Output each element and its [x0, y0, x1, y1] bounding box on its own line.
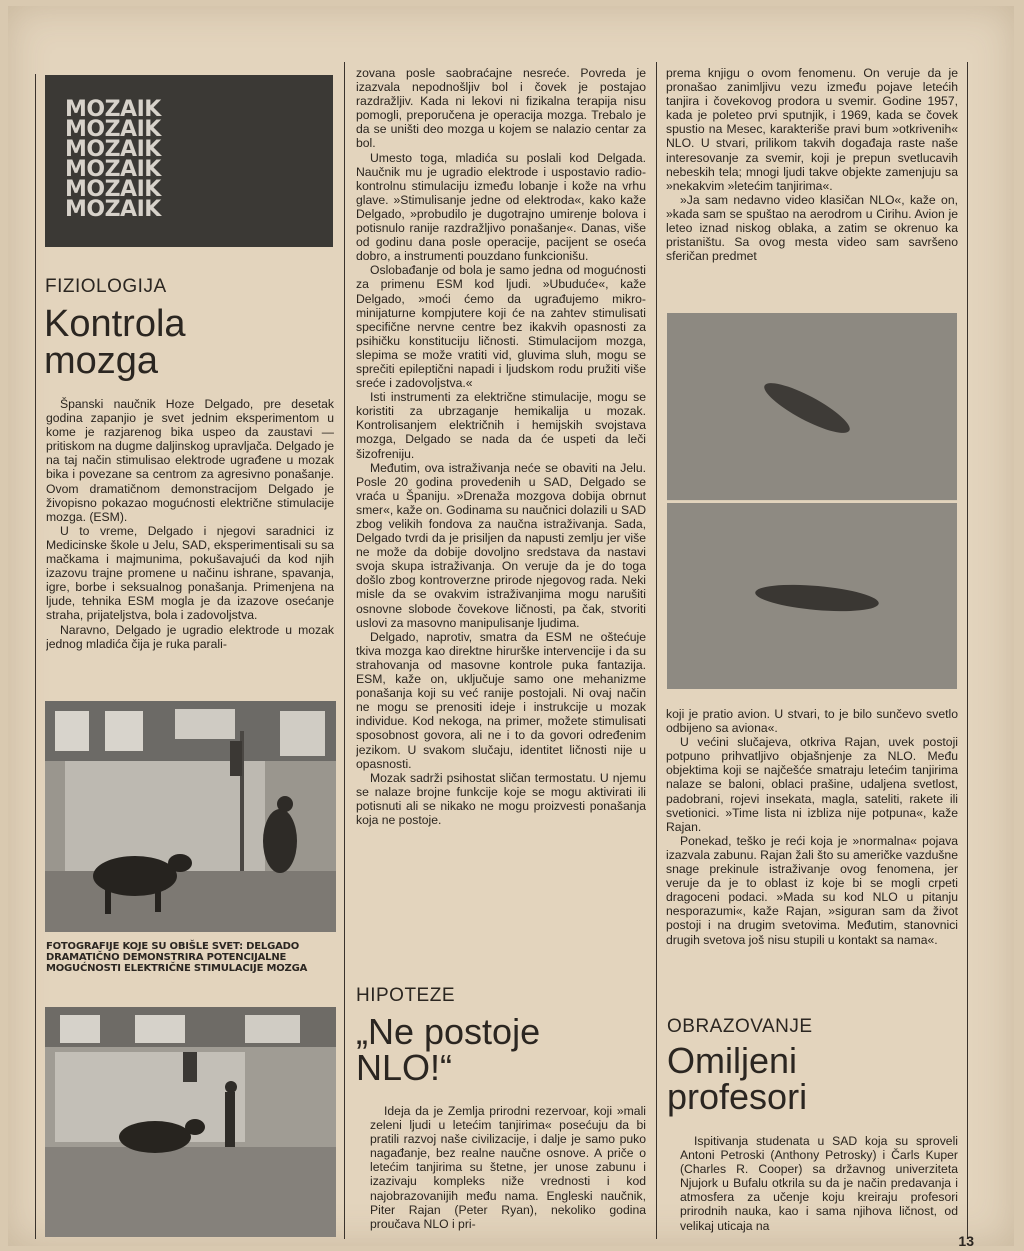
- article-body-col3-top: [666, 66, 958, 298]
- mozaik-word: MOZAIK: [65, 177, 161, 202]
- section-label-hipoteze: HIPOTEZE: [356, 985, 456, 1006]
- bullfight-photo-top-art: [45, 701, 336, 932]
- paragraph: Španski naučnik Hoze Delgado, pre desetak godina zapanjio je svet jednim eksperimentom u kome je razjarenog bika uspeo da zaustavi — pritiskom na dugme daljinskog upravljača. Delgado je na taj način stimulisao elektrode ugrađene u mozak bika i povezane sa centrom za agresivno ponašanje. Ovom dramatičnom demonstracijom Delgado je živopisno pokazao mogućnosti električne stimulacije mozga. (ESM).: [46, 397, 334, 524]
- paragraph: zovana posle saobraćajne nesreće. Povreda je izazvala nepodnošljiv bol i čovek je postajao razdražljiv. Kada ni lekovi ni fizikalna terapija nisu pomogli, preporučena je operacija mozga. Trebalo je da se uništi deo mozga u kojem se nalazio centar za bol.: [356, 66, 646, 151]
- article-body-col1: [46, 397, 334, 697]
- paragraph: Naravno, Delgado je ugradio elektrode u mozak jednog mladića čija je ruka parali-: [46, 622, 334, 651]
- paragraph: koji je pratio avion. U stvari, to je bilo sunčevo svetlo odbijeno sa aviona«.: [666, 707, 958, 736]
- ufo-photo-bottom: [667, 503, 957, 689]
- bullfight-photo-bottom: [45, 1007, 336, 1237]
- paragraph: Oslobađanje od bola je samo jedna od mogućnosti za primenu ESM kod ljudi. »Ubuduće«, kaže Delgado, »moći ćemo da ugrađujemo mikro-minijaturne kompjutere koji će na zahtev stimulisati specifične nervne centre bez ikakvih opasnosti za psihičku konstituciju ličnosti. Stimulacijom mozga, slepima se može vratiti vid, gluvima sluh, mogu se sprečiti epileptični napadi i ljudskom rodu pružiti više sreće i zadovoljstva.«: [356, 263, 646, 391]
- paragraph: Umesto toga, mladića su poslali kod Delgada. Naučnik mu je ugradio elektrode i uspostavio radio-kontrolnu stimulaciju između lobanje i kože na vrhu glave. »Stimulisanje jedne od elektroda«, kako kaže Delgado, »probudilo je dugotrajno umirenje bolova i potisnulo ranije razdražljivo ponašanje«. Danas, više od godinu dana posle operacije, pacijent se oseća dobro, a instrumenti pouzdano funkcionišu.: [356, 150, 646, 264]
- bullfight-photo-bottom-art: [45, 1007, 336, 1237]
- article-title-line1: Kontrola: [44, 303, 186, 345]
- mozaik-word: MOZAIK: [65, 137, 161, 162]
- paragraph: Isti instrumenti za električne stimulacije, mogu se koristiti za ubrzaganje hemikalija u mozak. Kontrolisanjem električnih i hemijskih svojstava mozga, Delgado se nada da će uspeti da leči šizofreniju.: [356, 390, 646, 461]
- paragraph: Međutim, ova istraživanja neće se obaviti na Jelu. Posle 20 godina provedenih u SAD, Delgado se vraća u Španiju. »Drenaža mozgova dobija obrnut smer«, kaže on. Godinama su naučnici dolazili u SAD zbog velikih fondova za naučna istraživanja. Sada, Delgado tvrdi da je prisiljen da napusti zemlju jer više ne može da dobije dovoljno sredstava da nastavi svoja skupa istraživanja. On veruje da je do toga došlo zbog kontroverzne prirode njegovog rada. Neki misle da se ovakvim istraživanjima mogu narušiti osnovne slobode čovekove ličnosti, pa čak, stvoriti uslovi za masovno manipulisanje ljudima.: [356, 460, 646, 630]
- column-rule: [35, 74, 36, 1239]
- section-label-obrazovanje: OBRAZOVANJE: [667, 1016, 813, 1037]
- mozaik-word: MOZAIK: [65, 97, 161, 122]
- article-title-line2: NLO!“: [356, 1047, 453, 1088]
- photo-caption: FOTOGRAFIJE KOJE SU OBIŠLE SVET: DELGADO DRAMATIČNO DEMONSTRIRA POTENCIJALNE MOGUĆNOSTI ELEKTRIČNE STIMULACIJE MOZGA: [46, 941, 308, 974]
- paragraph: »Ja sam nedavno video klasičan NLO«, kaže on, »kada sam se spuštao na aerodrom u Cirihu. Avion je leteo iznad niskog oblaka, a zatim se okrenuo ka pristaništu. Sa ovog mesta video sam savršeno sferičan predmet: [666, 192, 958, 264]
- article-title-line1: „Ne postoje: [356, 1011, 541, 1052]
- article-body-col3-obrazovanje: [680, 1134, 958, 1238]
- mozaik-word: MOZAIK: [65, 157, 161, 182]
- mozaik-word: MOZAIK: [65, 197, 161, 222]
- page-number: 13: [958, 1233, 974, 1249]
- paragraph: Mozak sadrži psihostat sličan termostatu. U njemu se nalaze brojne funkcije koje se mogu aktivirati ili potisnuti ali se nikako ne mogu proizvesti ponašanja koja ne postoje.: [356, 770, 646, 827]
- article-title-line1: Omiljeni: [667, 1040, 798, 1081]
- column-rule: [656, 62, 657, 1239]
- paragraph: Ispitivanja studenata u SAD koja su sproveli Antoni Petroski (Anthony Petrosky) i Čarls Kuper (Charles R. Cooper) sa državnog univerziteta Njujork u Bufalu otkrila su da je način predavanja i atmosfera za učenje koju kreiraju profesori prirodnih nauka, kao i samа njihova ličnost, od velikaj uticaja na: [680, 1134, 958, 1233]
- section-label-fiziologija: FIZIOLOGIJA: [45, 276, 167, 297]
- article-title-line2: mozga: [44, 340, 159, 382]
- paragraph: Delgado, naprotiv, smatra da ESM ne oštećuje tkiva mozga kao direktne hirurške intervencije i da su strahovanja od masovne kontrole puka fantazija. ESM, kaže on, uključuje samo one mehanizme ponašanja koji su već ranije postojali. Ni ovaj način ne mogu se prenositi ideje i instrukcije u mozak individue. Kod nekoga, na primer, možete stimulisati sposobnost govora, ali ne i to da govori određenim jezikom. U svakom slučaju, identitet ličnosti nije u opasnosti.: [356, 629, 646, 771]
- bullfight-photo-top: [45, 701, 336, 932]
- article-title-line2: profesori: [667, 1076, 808, 1117]
- paragraph: U to vreme, Delgado i njegovi saradnici iz Medicinske škole u Jelu, SAD, eksperimentisali su sa mačkama i majmunima, pokušavajući da kod njih izazovu trajne promene u načinu ishrane, spavanja, igre, borbe i seksualnog ponašanja. Primenjena na ljude, tehnika ESM mogla je da izazove osećanje straha, prijateljstva, bola i zadovoljstva.: [46, 523, 334, 623]
- ufo-photo-top-art: [667, 313, 957, 500]
- photo-divider: [667, 500, 957, 501]
- column-rule: [344, 62, 345, 1239]
- article-body-col2: [356, 66, 646, 972]
- paragraph: U većini slučajeva, otkriva Rajan, uvek postoji potpuno prihvatljivo objašnjenje za NLO. Među objektima koji se najčešće smatraju letećim tanjirima nalaze se baloni, oblaci prašine, udaljena svetlost, padobrani, rojevi insekata, magla, sateliti, rakete ili svetionici. »Time lista ni izbliza nije potpuna«, kaže Rajan.: [666, 735, 958, 834]
- ufo-photo-bottom-art: [667, 503, 957, 689]
- paragraph: prema knjigu o ovom fenomenu. On veruje da je pronašao zanimljivu vezu između pojave letećih tanjira i čovekovog prodora u svemir. Godine 1957, kada je poleteo prvi sputnjik, i 1969, kada se čovek spustio na Mesec, karakteriše pravi bum »otkrivenih« NLO. U stvari, prilikom takvih događaja raste naše interesovanje za svemir, koji je prepun svetlucavih nebeskih tela; mnogi ljudi takve objekte zamenjuju sa »nekakvim »letećim tanjirima«.: [666, 66, 958, 193]
- mozaik-header-words: [65, 97, 161, 222]
- mozaik-word: MOZAIK: [65, 117, 161, 142]
- article-body-col3-bottom: [666, 707, 958, 997]
- column-rule: [967, 62, 968, 1239]
- ufo-photo-top: [667, 313, 957, 500]
- article-body-col2-lower: [370, 1104, 646, 1238]
- paragraph: Ponekad, teško je reći koja je »normalna« pojava izazvala zabunu. Rajan žali što su američke vazdušne snage prekinule istraživanje ovog fenomena, jer veruje da je to oblast iz koje bi se mogli crpeti dragoceni podaci. »Mada su kod NLO u pitanju nesporazumi«, kaže Rajan, »siguran sam da život postoji i na drugim svetovima. Međutim, stanovnici drugih svetova još nisu stupili u kontakt sa nama«.: [666, 833, 958, 947]
- paragraph: Ideja da je Zemlja prirodni rezervoar, koji »mali zeleni ljudi u letećim tanjirima« posećuju da bi pratili razvoj naše civilizacije, i dalje je samo puko nagađanje, bez realne naučne osnove. A priče o letećim tanjirima su štetne, jer unose zabunu i izazivaju kompleks niže vrednosti i kod najobrazovanijih među nama. Engleski naučnik, Piter Rajan (Peter Ryan), nekoliko godina proučava NLO i pri-: [370, 1104, 646, 1231]
